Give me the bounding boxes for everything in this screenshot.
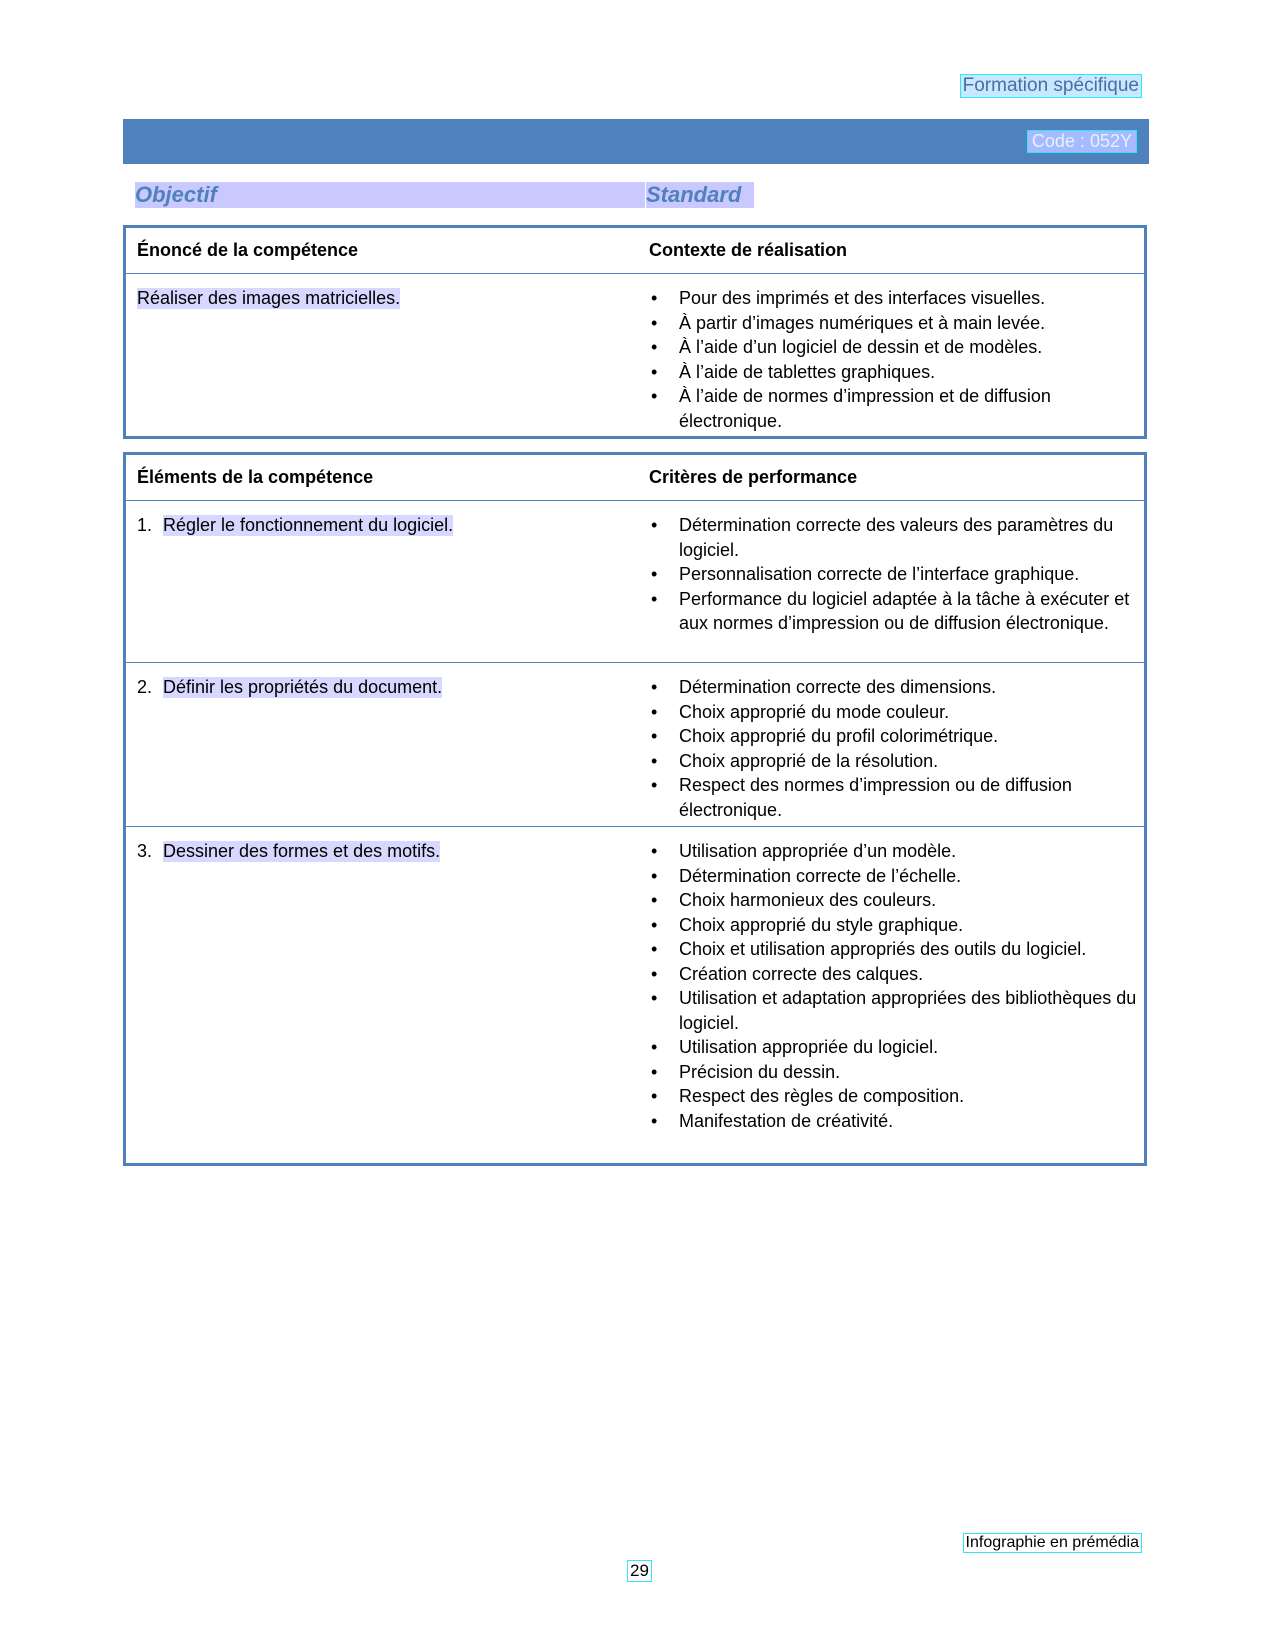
contexte-item: • À partir d’images numériques et à main levée. xyxy=(649,311,1144,336)
competence-header-row xyxy=(126,228,1144,274)
element-label: Définir les propriétés du document. xyxy=(163,677,443,697)
element-row-1 xyxy=(126,501,1144,663)
contexte-item: • Pour des imprimés et des interfaces visuelles. xyxy=(649,286,1144,311)
critere-item: • Choix approprié du profil colorimétrique. xyxy=(649,724,1144,749)
element-label: Dessiner des formes et des motifs. xyxy=(163,841,441,861)
critere-item: • Création correcte des calques. xyxy=(649,962,1144,987)
code-bar xyxy=(123,119,1149,164)
element-number: 2. xyxy=(137,677,153,697)
criteres-header: Critères de performance xyxy=(649,467,858,487)
standard-title: Standard xyxy=(646,182,754,208)
critere-item: • Choix et utilisation appropriés des outils du logiciel. xyxy=(649,937,1144,962)
contexte-list xyxy=(649,286,1144,433)
contexte-header: Contexte de réalisation xyxy=(649,240,848,260)
element-text xyxy=(137,841,637,862)
criteres-list xyxy=(649,675,1144,822)
critere-item: • Personnalisation correcte de l’interface graphique. xyxy=(649,562,1144,587)
critere-item: • Performance du logiciel adaptée à la tâche à exécuter et aux normes d’impression ou de diffusion électronique. xyxy=(649,587,1144,636)
formation-label: Formation spécifique xyxy=(960,74,1142,98)
critere-item: • Détermination correcte des dimensions. xyxy=(649,675,1144,700)
element-row-3 xyxy=(126,827,1144,1163)
critere-item: • Manifestation de créativité. xyxy=(649,1109,1144,1134)
critere-item: • Respect des règles de composition. xyxy=(649,1084,1144,1109)
competence-table xyxy=(123,225,1147,439)
critere-item: • Respect des normes d’impression ou de diffusion électronique. xyxy=(649,773,1144,822)
critere-item: • Choix harmonieux des couleurs. xyxy=(649,888,1144,913)
competence-body-row xyxy=(126,274,1144,436)
code-label: Code : 052Y xyxy=(1027,130,1137,153)
element-row-2 xyxy=(126,663,1144,827)
contexte-item: • À l’aide de normes d’impression et de diffusion électronique. xyxy=(649,384,1144,433)
element-text xyxy=(137,677,637,698)
objectif-title: Objectif xyxy=(135,182,645,208)
critere-item: • Détermination correcte de l’échelle. xyxy=(649,864,1144,889)
enonce-header: Énoncé de la compétence xyxy=(137,240,359,260)
enonce-text xyxy=(137,288,637,309)
contexte-item: • À l’aide d’un logiciel de dessin et de modèles. xyxy=(649,335,1144,360)
page-number: 29 xyxy=(627,1560,652,1582)
critere-item: • Choix approprié du style graphique. xyxy=(649,913,1144,938)
enonce-value: Réaliser des images matricielles. xyxy=(137,288,401,308)
elements-header: Éléments de la compétence xyxy=(137,467,374,487)
contexte-item: • À l’aide de tablettes graphiques. xyxy=(649,360,1144,385)
element-number: 1. xyxy=(137,515,153,535)
critere-item: • Choix approprié du mode couleur. xyxy=(649,700,1144,725)
elements-table xyxy=(123,452,1147,1166)
critere-item: • Utilisation appropriée du logiciel. xyxy=(649,1035,1144,1060)
critere-item: • Choix approprié de la résolution. xyxy=(649,749,1144,774)
program-footer: Infographie en prémédia xyxy=(963,1533,1142,1553)
criteres-list xyxy=(649,839,1144,1133)
element-number: 3. xyxy=(137,841,153,861)
element-text xyxy=(137,515,637,536)
elements-header-row xyxy=(126,455,1144,501)
criteres-list xyxy=(649,513,1144,636)
critere-item: • Détermination correcte des valeurs des paramètres du logiciel. xyxy=(649,513,1144,562)
critere-item: • Utilisation et adaptation appropriées des bibliothèques du logiciel. xyxy=(649,986,1144,1035)
critere-item: • Utilisation appropriée d’un modèle. xyxy=(649,839,1144,864)
critere-item: • Précision du dessin. xyxy=(649,1060,1144,1085)
element-label: Régler le fonctionnement du logiciel. xyxy=(163,515,454,535)
